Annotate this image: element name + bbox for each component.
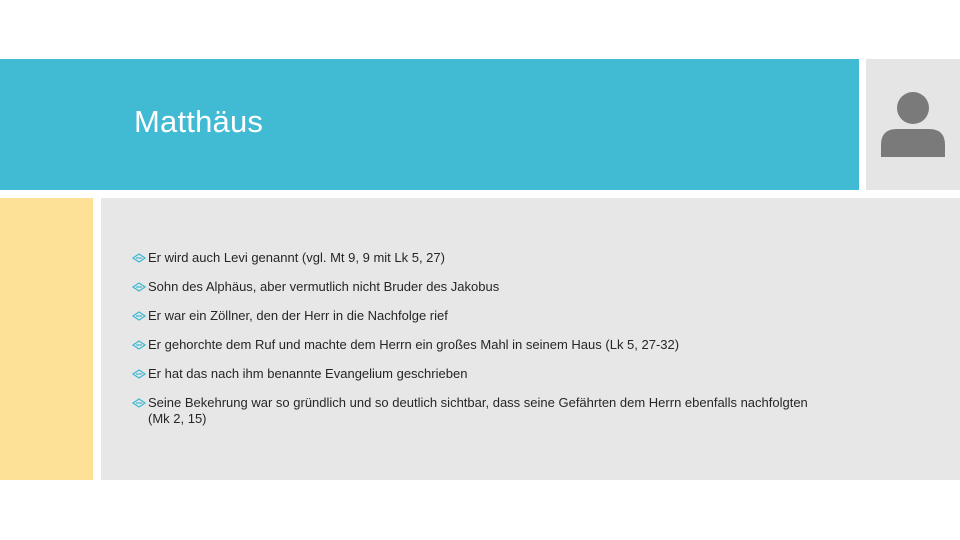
bullet-text: Sohn des Alphäus, aber vermutlich nicht Bruder des Jakobus xyxy=(148,279,500,294)
slide-title: Matthäus xyxy=(134,104,264,139)
bullet-icon xyxy=(132,282,146,292)
bullet-item xyxy=(132,279,832,295)
person-icon xyxy=(880,89,946,157)
bullet-list xyxy=(132,250,832,440)
bullet-icon xyxy=(132,311,146,321)
bullet-text: Er hat das nach ihm benannte Evangelium geschrieben xyxy=(148,366,468,381)
bullet-item xyxy=(132,395,832,427)
bullet-text: Er gehorchte dem Ruf und machte dem Herrn ein großes Mahl in seinem Haus (Lk 5, 27-32) xyxy=(148,337,680,352)
bullet-icon xyxy=(132,253,146,263)
bullet-item xyxy=(132,308,832,324)
avatar-placeholder xyxy=(866,59,960,190)
bullet-icon xyxy=(132,369,146,379)
bullet-item xyxy=(132,366,832,382)
bullet-icon xyxy=(132,398,146,408)
bullet-text: Er war ein Zöllner, den der Herr in die Nachfolge rief xyxy=(148,308,448,323)
title-band xyxy=(0,59,859,190)
bullet-item xyxy=(132,250,832,266)
bullet-item xyxy=(132,337,832,353)
bullet-icon xyxy=(132,340,146,350)
accent-bar xyxy=(0,198,93,480)
bullet-text: Er wird auch Levi genannt (vgl. Mt 9, 9 mit Lk 5, 27) xyxy=(148,250,445,265)
bullet-text: Seine Bekehrung war so gründlich und so deutlich sichtbar, dass seine Gefährten dem Herrn ebenfalls nachfolgten (Mk 2, 15) xyxy=(148,395,808,426)
